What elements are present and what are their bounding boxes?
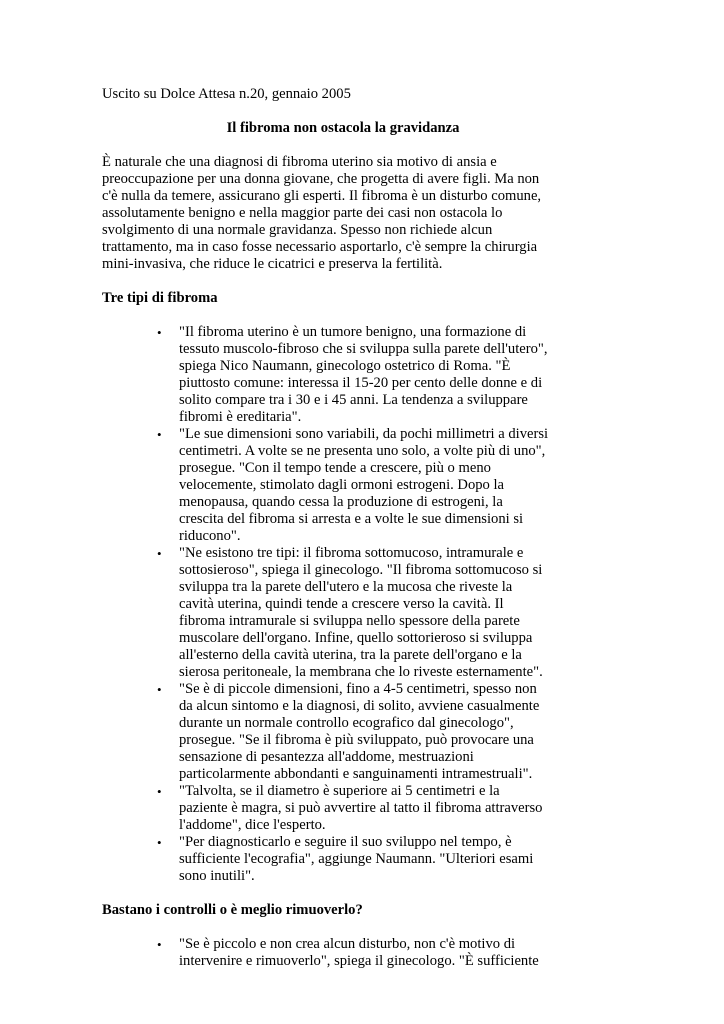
- list-item-text: "Talvolta, se il diametro è superiore ai 5 centimetri e la paziente è magra, si può avvertire al tatto il fibroma attraverso l'addome", dice l'esperto.: [179, 783, 543, 833]
- list-item: [102, 936, 549, 970]
- list-item: [102, 834, 549, 885]
- list-item-text: "Per diagnosticarlo e seguire il suo sviluppo nel tempo, è sufficiente l'ecografia", aggiunge Naumann. "Ulteriori esami sono inutili".: [179, 834, 534, 884]
- list-item: [102, 681, 549, 783]
- list-item: [102, 783, 549, 834]
- bullet-list-tre-tipi: [102, 324, 572, 885]
- section-heading-bastano-controlli: Bastano i controlli o è meglio rimuoverlo?: [102, 902, 363, 918]
- bullet-icon: •: [157, 937, 162, 952]
- bullet-icon: •: [157, 546, 162, 561]
- list-item-text: "Il fibroma uterino è un tumore benigno, una formazione di tessuto muscolo-fibroso che si sviluppa sulla parete dell'utero", spiega Nico Naumann, ginecologo ostetrico di Roma. "È piuttosto comune: interessa il 15-20 per cento delle donne e di solito compare tra i 30 e i 45 anni. La tendenza a sviluppare fibromi è ereditaria".: [179, 324, 548, 425]
- bullet-icon: •: [157, 835, 162, 850]
- section-heading-tre-tipi: Tre tipi di fibroma: [102, 290, 218, 306]
- article-title: Il fibroma non ostacola la gravidanza: [226, 120, 460, 136]
- intro-paragraph: È naturale che una diagnosi di fibroma uterino sia motivo di ansia e preoccupazione per una donna giovane, che progetta di avere figli. Ma non c'è nulla da temere, assicurano gli esperti. Il fibroma è un disturbo comune, assolutamente benigno e nella maggior parte dei casi non ostacola lo svolgimento di una normale gravidanza. Spesso non richiede alcun trattamento, ma in caso fosse necessario asportarlo, c'è sempre la chirurgia mini-invasiva, che riduce le cicatrici e preserva la fertilità.: [102, 154, 542, 272]
- list-item: [102, 426, 549, 545]
- list-item-text: "Se è di piccole dimensioni, fino a 4-5 centimetri, spesso non da alcun sintomo e la diagnosi, di solito, avviene casualmente durante un normale controllo ecografico dal ginecologo", prosegue. "Se il fibroma è più sviluppato, può provocare una sensazione di pesantezza all'addome, mestruazioni particolarmente abbondanti e sanguinamenti intramestruali".: [179, 681, 540, 782]
- bullet-icon: •: [157, 682, 162, 697]
- list-item-text: "Se è piccolo e non crea alcun disturbo, non c'è motivo di intervenire e rimuoverlo", spiega il ginecologo. "È sufficiente: [179, 936, 539, 969]
- bullet-icon: •: [157, 325, 162, 340]
- bullet-icon: •: [157, 427, 162, 442]
- bullet-list-bastano-controlli: [102, 936, 572, 970]
- list-item: [102, 324, 549, 426]
- document-page: [102, 86, 572, 970]
- source-line: Uscito su Dolce Attesa n.20, gennaio 2005: [102, 86, 351, 102]
- list-item: [102, 545, 549, 681]
- bullet-icon: •: [157, 784, 162, 799]
- list-item-text: "Le sue dimensioni sono variabili, da pochi millimetri a diversi centimetri. A volte se ne presenta uno solo, a volte più di uno", prosegue. "Con il tempo tende a crescere, più o meno velocemente, stimolato dagli ormoni estrogeni. Dopo la menopausa, quando cessa la produzione di estrogeni, la crescita del fibroma si arresta e a volte le sue dimensioni si riducono".: [179, 426, 549, 544]
- list-item-text: "Ne esistono tre tipi: il fibroma sottomucoso, intramurale e sottosieroso", spiega il ginecologo. "Il fibroma sottomucoso si sviluppa tra la parete dell'utero e la mucosa che riveste la cavità uterina, quindi tende a crescere verso la cavità. Il fibroma intramurale si sviluppa nello spessore della parete muscolare dell'organo. Infine, quello sottorieroso si sviluppa all'esterno della cavità uterina, tra la parete dell'organo e la sierosa peritoneale, la membrana che lo riveste esternamente".: [179, 545, 543, 680]
